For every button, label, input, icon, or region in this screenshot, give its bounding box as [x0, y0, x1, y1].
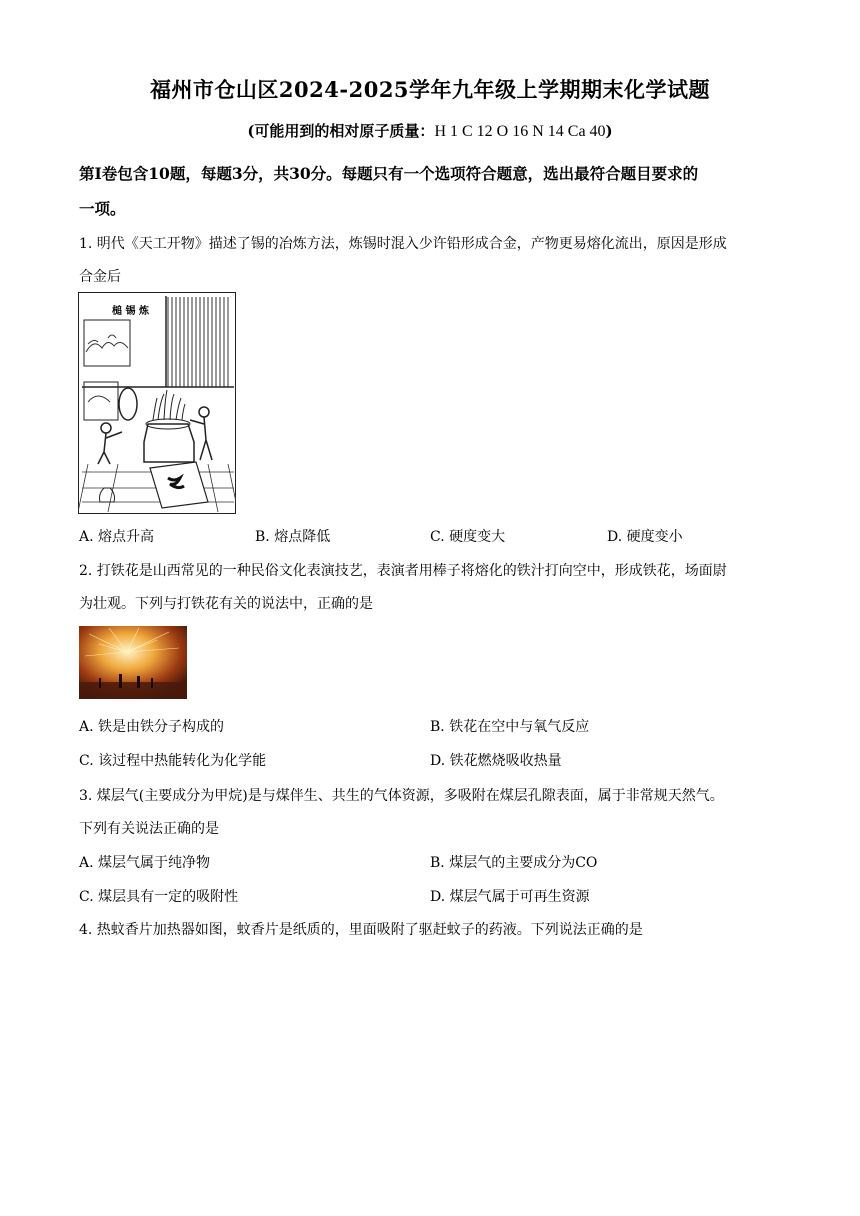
q2-option-a[interactable]: A. 铁是由铁分子构成的 — [79, 719, 225, 735]
question-2-stem-line2: 为壮观。下列与打铁花有关的说法中，正确的是 — [79, 596, 373, 612]
q2-option-d[interactable]: D. 铁花燃烧吸收热量 — [430, 753, 562, 769]
page-title: 福州市仓山区2024-2025学年九年级上学期期末化学试题 — [149, 77, 711, 102]
q1-option-c[interactable]: C. 硬度变大 — [430, 529, 506, 545]
section-instructions-line2: 一项。 — [79, 199, 126, 218]
iron-flower-photo — [79, 626, 187, 699]
q1-option-b[interactable]: B. 熔点降低 — [255, 529, 331, 545]
question-3-stem-line2: 下列有关说法正确的是 — [79, 821, 219, 837]
q3-option-a[interactable]: A. 煤层气属于纯净物 — [79, 855, 211, 871]
q2-option-c[interactable]: C. 该过程中热能转化为化学能 — [79, 753, 267, 769]
question-4-stem-line1: 4. 热蚊香片加热器如图，蚊香片是纸质的，里面吸附了驱赶蚊子的药液。下列说法正确的是 — [79, 922, 643, 938]
q2-option-b[interactable]: B. 铁花在空中与氧气反应 — [430, 719, 590, 735]
question-2-stem-line1: 2. 打铁花是山西常见的一种民俗文化表演技艺，表演者用棒子将熔化的铁汁打向空中，形成铁花，场面尉 — [79, 563, 727, 579]
q3-option-d[interactable]: D. 煤层气属于可再生资源 — [430, 889, 590, 905]
question-1-stem-line2: 合金后 — [79, 269, 121, 285]
question-3-stem-line1: 3. 煤层气(主要成分为甲烷)是与煤伴生、共生的气体资源，多吸附在煤层孔隙表面，属于非常规天然气。 — [79, 788, 724, 804]
figure-caption: 槌 锡 炼 — [112, 306, 149, 317]
q1-option-d[interactable]: D. 硬度变小 — [607, 529, 683, 545]
atomic-mass-note — [0, 120, 860, 141]
question-1-stem-line1: 1. 明代《天工开物》描述了锡的冶炼方法，炼锡时混入少许铅形成合金，产物更易熔化流出，原因是形成 — [79, 236, 727, 252]
atomic-mass-suffix: ) — [605, 122, 613, 140]
q3-option-b[interactable]: B. 煤层气的主要成分为CO — [430, 855, 598, 871]
tin-smelting-woodcut-figure — [78, 292, 236, 514]
q1-option-a[interactable]: A. 熔点升高 — [79, 529, 155, 545]
atomic-mass-prefix: (可能用到的相对原子质量： — [247, 122, 435, 140]
atomic-mass-values: H 1 C 12 O 16 N 14 Ca 40 — [434, 123, 606, 140]
section-instructions-line1: 第I卷包含10题，每题3分，共30分。每题只有一个选项符合题意，选出最符合题目要求的 — [79, 164, 699, 183]
q3-option-c[interactable]: C. 煤层具有一定的吸附性 — [79, 889, 239, 905]
